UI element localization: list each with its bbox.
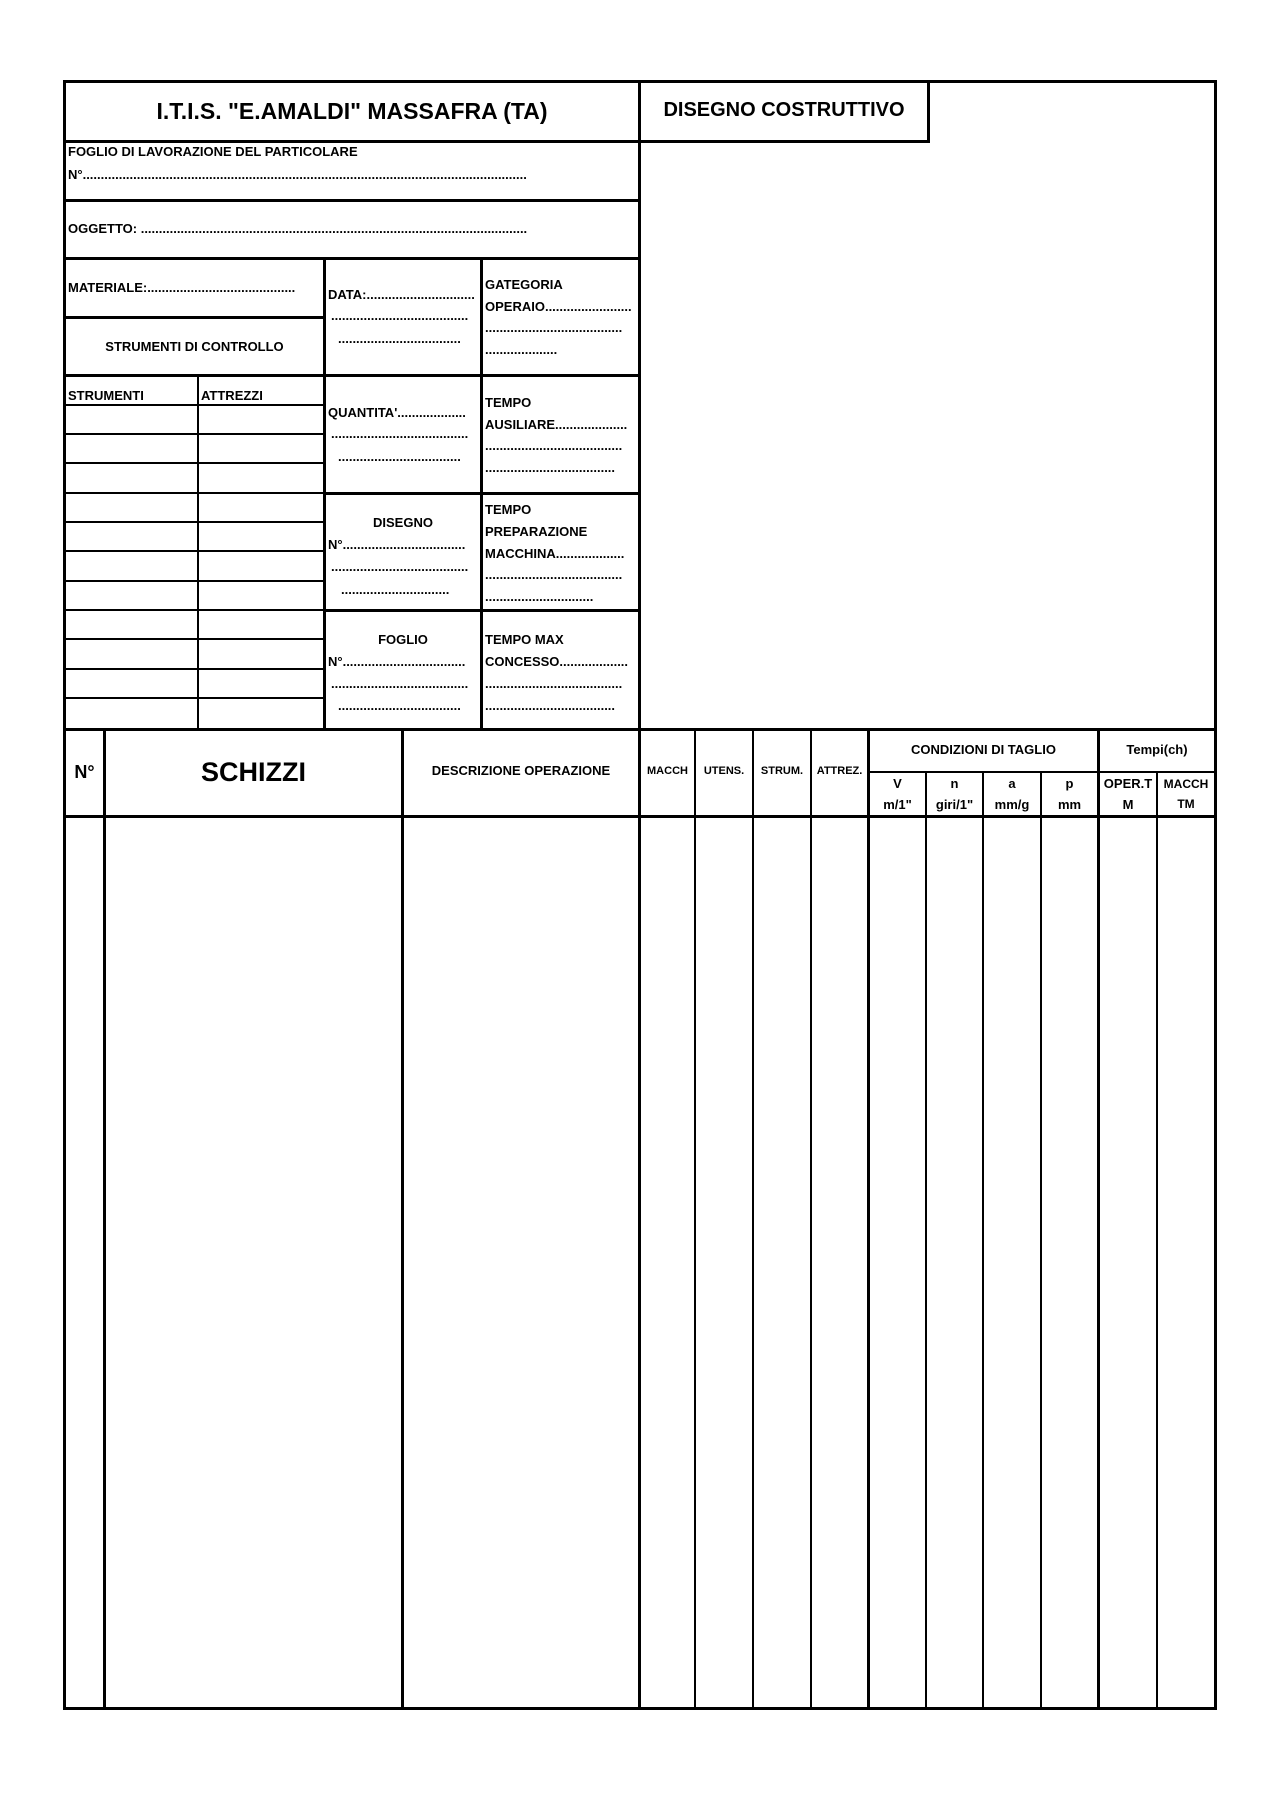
sub-header-opertm-2: M bbox=[1122, 797, 1134, 812]
col-header-attrez: ATTREZ. bbox=[816, 765, 863, 777]
grid-row bbox=[63, 697, 325, 699]
strumenti-header: STRUMENTI bbox=[68, 388, 144, 403]
disegno-dots-1: ...................................... bbox=[331, 559, 469, 574]
sub-header-n: n bbox=[950, 776, 959, 791]
quantita-dots-1: ...................................... bbox=[331, 426, 469, 441]
foglio-number-sub-field: N°.................................. bbox=[328, 654, 466, 669]
foglio-lavorazione-label: FOGLIO DI LAVORAZIONE DEL PARTICOLARE bbox=[68, 144, 358, 159]
grid-row bbox=[63, 550, 325, 552]
grid-row bbox=[63, 638, 325, 640]
tempo-preparazione-field: MACCHINA................... bbox=[485, 546, 625, 561]
tempo-max-dots-2: .................................... bbox=[485, 698, 616, 713]
grid-row bbox=[63, 492, 325, 494]
foglio-number-field: N°........................................................................................................................... bbox=[68, 167, 527, 182]
col-header-tempi: Tempi(ch) bbox=[1126, 742, 1188, 757]
grid-row bbox=[63, 462, 325, 464]
tempo-max-dots-1: ...................................... bbox=[485, 676, 623, 691]
col-header-schizzi: SCHIZZI bbox=[201, 757, 306, 787]
categoria-dots-2: .................... bbox=[485, 342, 558, 357]
vrule-data-right bbox=[480, 257, 483, 730]
col-header-descrizione: DESCRIZIONE OPERAZIONE bbox=[431, 763, 611, 778]
grid-row bbox=[63, 580, 325, 582]
col-header-utens: UTENS. bbox=[703, 765, 745, 777]
data-dots-2: .................................. bbox=[338, 331, 461, 346]
school-title: I.T.I.S. "E.AMALDI" MASSAFRA (TA) bbox=[156, 98, 548, 124]
sub-header-macchtm-2: TM bbox=[1177, 797, 1195, 811]
grid-row bbox=[63, 668, 325, 670]
disegno-number-field: N°.................................. bbox=[328, 537, 466, 552]
foglio-label: FOGLIO bbox=[378, 632, 428, 647]
sub-header-p: p bbox=[1065, 776, 1074, 791]
divider-disegno-right bbox=[927, 80, 930, 142]
tempo-max-label: TEMPO MAX bbox=[485, 632, 564, 647]
grid-row bbox=[63, 609, 325, 611]
col-header-condizioni: CONDIZIONI DI TAGLIO bbox=[911, 742, 1056, 757]
data-field: DATA:.............................. bbox=[328, 287, 475, 302]
sub-header-a-unit: mm/g bbox=[994, 797, 1030, 812]
grid-row bbox=[63, 404, 325, 406]
tempo-ausiliare-dots-2: .................................... bbox=[485, 460, 616, 475]
strumenti-controllo-label: STRUMENTI DI CONTROLLO bbox=[105, 339, 284, 354]
rule-oggetto bbox=[63, 257, 641, 260]
col-header-strum: STRUM. bbox=[760, 765, 804, 777]
grid-row bbox=[63, 433, 325, 435]
tempo-preparazione-dots-1: ...................................... bbox=[485, 567, 623, 582]
drawing-area[interactable] bbox=[641, 143, 1214, 728]
tempo-ausiliare-field: AUSILIARE.................... bbox=[485, 417, 628, 432]
grid-row bbox=[63, 521, 325, 523]
quantita-field: QUANTITA'................... bbox=[328, 405, 466, 420]
tempo-preparazione-label-2: PREPARAZIONE bbox=[485, 524, 588, 539]
condizioni-subrule bbox=[867, 771, 1217, 773]
rule-row1 bbox=[63, 374, 641, 377]
attrezzi-header: ATTREZZI bbox=[201, 388, 263, 403]
drawing-title: DISEGNO COSTRUTTIVO bbox=[663, 99, 905, 121]
quantita-dots-2: .................................. bbox=[338, 449, 461, 464]
categoria-operaio-field: OPERAIO........................ bbox=[485, 299, 632, 314]
col-header-n: N° bbox=[74, 762, 95, 782]
tempo-preparazione-dots-2: .............................. bbox=[485, 589, 594, 604]
sub-header-macchtm: MACCH bbox=[1163, 777, 1209, 791]
border-right bbox=[1214, 80, 1217, 1710]
tempo-ausiliare-label: TEMPO bbox=[485, 395, 532, 410]
sub-header-v-unit: m/1" bbox=[883, 797, 912, 812]
materiale-field: MATERIALE:......................................... bbox=[68, 280, 296, 295]
rule-foglio bbox=[63, 199, 641, 202]
categoria-label: GATEGORIA bbox=[485, 277, 563, 292]
col-header-macch: MACCH bbox=[647, 765, 688, 777]
sub-header-n-unit: giri/1" bbox=[935, 797, 974, 812]
vrule-strumenti-attrezzi bbox=[197, 374, 199, 730]
tempo-max-field: CONCESSO................... bbox=[485, 654, 629, 669]
oggetto-field: OGGETTO: ........................................................................................................... bbox=[68, 221, 528, 236]
operations-table-body[interactable] bbox=[66, 818, 1214, 1707]
sub-header-v: V bbox=[893, 776, 902, 791]
sub-header-opertm: OPER.T bbox=[1103, 776, 1153, 791]
rule-materiale bbox=[63, 316, 325, 319]
categoria-dots-1: ...................................... bbox=[485, 320, 623, 335]
rule-header bbox=[63, 140, 641, 143]
tempo-preparazione-label: TEMPO bbox=[485, 502, 532, 517]
foglio-dots-2: .................................. bbox=[338, 698, 461, 713]
sub-header-p-unit: mm bbox=[1057, 797, 1082, 812]
sub-header-a: a bbox=[1008, 776, 1016, 791]
data-dots-1: ...................................... bbox=[331, 308, 469, 323]
disegno-label: DISEGNO bbox=[373, 515, 433, 530]
foglio-dots-1: ...................................... bbox=[331, 676, 469, 691]
disegno-dots-2: .............................. bbox=[341, 582, 450, 597]
tempo-ausiliare-dots-1: ...................................... bbox=[485, 438, 623, 453]
